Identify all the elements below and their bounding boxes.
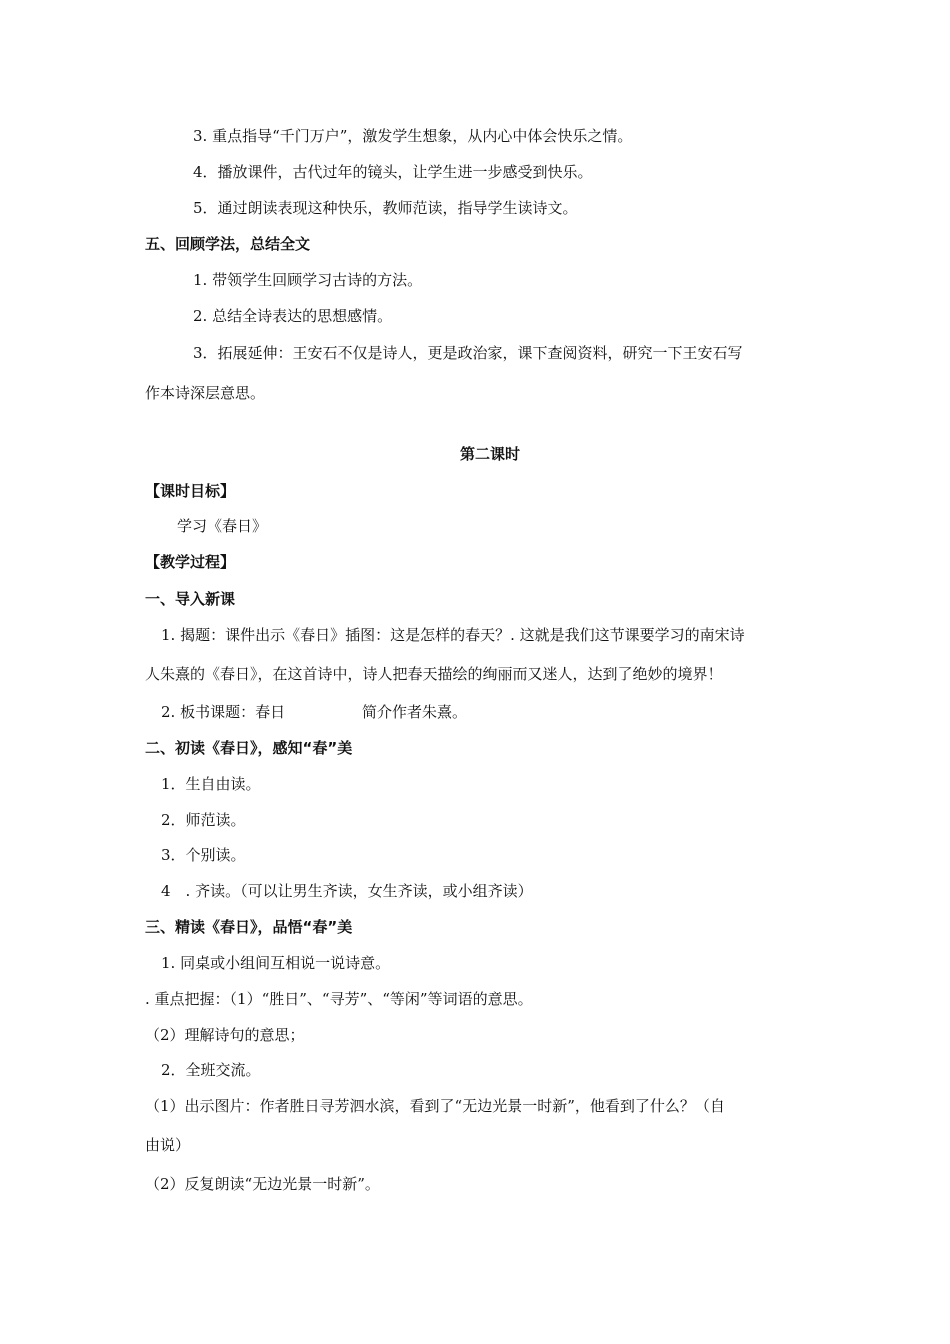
lesson-title: 第二课时 [459, 445, 520, 463]
section-heading: 【教学过程】 [145, 553, 236, 571]
paragraph: 人朱熹的《春日》，在这首诗中，诗人把春天描绘的绚丽而又迷人，达到了绝妙的境界！ [145, 665, 723, 683]
paragraph: 4．播放课件，古代过年的镜头，让学生进一步感受到快乐。 [193, 163, 593, 181]
paragraph: （2）反复朗读“无边光景一时新”。 [145, 1175, 380, 1193]
paragraph: 5．通过朗读表现这种快乐，教师范读，指导学生读诗文。 [193, 199, 578, 217]
paragraph: 1. 揭题：课件出示《春日》插图：这是怎样的春天？. 这就是我们这节课要学习的南宋诗 [161, 626, 745, 644]
paragraph: 作本诗深层意思。 [145, 384, 266, 402]
paragraph: 学习《春日》 [177, 517, 268, 535]
paragraph: 3．拓展延伸：王安石不仅是诗人，更是政治家，课下查阅资料，研究一下王安石写 [193, 344, 743, 362]
section-heading: 一、导入新课 [145, 590, 236, 608]
list-item: 3．个别读。 [161, 846, 246, 864]
paragraph: （2）理解诗句的意思； [145, 1026, 305, 1044]
list-item: 4 . 齐读。（可以让男生齐读，女生齐读，或小组齐读） [161, 882, 533, 900]
section-heading: 五、回顾学法，总结全文 [145, 235, 311, 253]
section-heading: 【课时目标】 [145, 482, 236, 500]
paragraph: 简介作者朱熹。 [362, 703, 468, 721]
list-item: 1．生自由读。 [161, 775, 261, 793]
section-heading: 二、初读《春日》，感知“春”美 [145, 739, 353, 757]
paragraph: 1. 同桌或小组间互相说一说诗意。 [161, 954, 391, 972]
paragraph: 1. 带领学生回顾学习古诗的方法。 [193, 271, 423, 289]
list-item: 2．师范读。 [161, 811, 246, 829]
paragraph: （1）出示图片：作者胜日寻芳泗水滨，看到了“无边光景一时新”，他看到了什么？（自 [145, 1097, 725, 1115]
section-heading: 三、精读《春日》，品悟“春”美 [145, 918, 353, 936]
paragraph: 2. 板书课题：春日 [161, 703, 286, 721]
paragraph: 2．全班交流。 [161, 1061, 261, 1079]
paragraph: 由说） [145, 1136, 191, 1154]
paragraph: 2. 总结全诗表达的思想感情。 [193, 307, 393, 325]
paragraph: 3. 重点指导“千门万户”，激发学生想象，从内心中体会快乐之情。 [193, 127, 633, 145]
paragraph: . 重点把握：（1）“胜日”、“寻芳”、“等闲”等词语的意思。 [145, 990, 533, 1008]
